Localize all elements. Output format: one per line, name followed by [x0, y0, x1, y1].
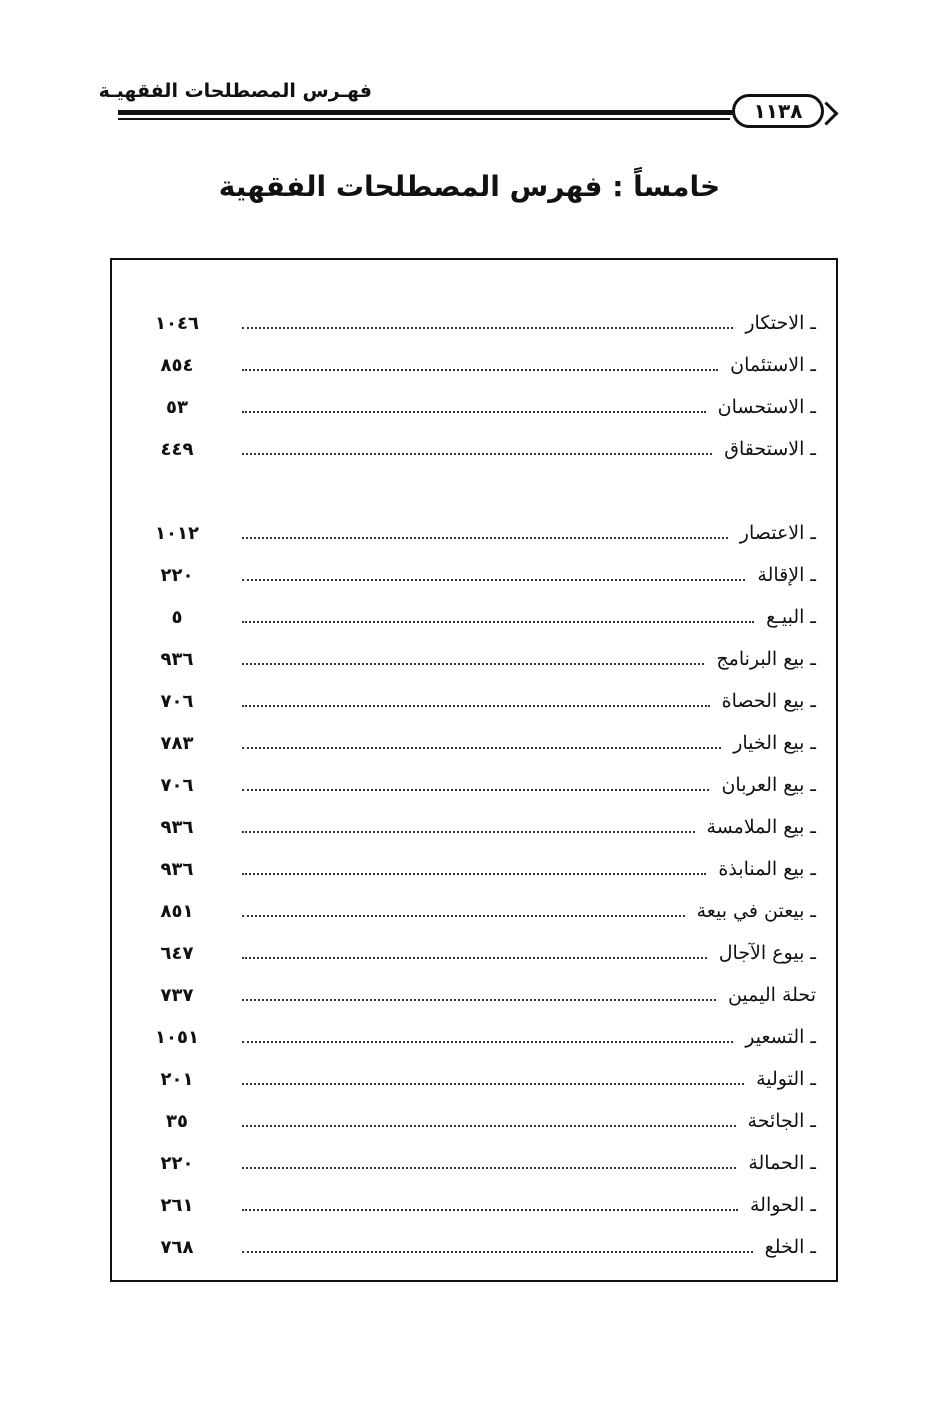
- header-rule: [118, 110, 738, 115]
- entry-term: ـ الحوالة: [749, 1194, 816, 1216]
- entry-page: ٧٠٦: [160, 691, 194, 712]
- entry-term: ـ بيوع الآجال: [718, 942, 816, 964]
- entry-page: ٩٣٦: [160, 859, 194, 880]
- index-entry: [142, 312, 816, 342]
- entry-term: ـ الجائحة: [747, 1110, 816, 1132]
- index-entry: [142, 1110, 816, 1140]
- dot-leader: [242, 830, 695, 833]
- entry-term: ـ الاستئمان: [730, 354, 816, 376]
- dot-leader: [242, 536, 728, 539]
- entry-page: ٣٥: [166, 1111, 188, 1132]
- dot-leader: [242, 1040, 733, 1043]
- entry-page: ٨٥١: [160, 901, 194, 922]
- entry-term: ـ الاستحسان: [717, 396, 816, 418]
- section-title: خامساً : فهرس المصطلحات الفقهية: [218, 170, 721, 203]
- dot-leader: [242, 1082, 744, 1085]
- entry-term: ـ بيع البرنامج: [716, 648, 816, 670]
- index-entry: [142, 1236, 816, 1266]
- entry-term: ـ التولية: [756, 1068, 816, 1090]
- index-entry: [142, 858, 816, 888]
- entry-term: ـ بيع العربان: [721, 774, 816, 796]
- entry-term: تحلة اليمين: [727, 984, 816, 1006]
- index-entry: [142, 1068, 816, 1098]
- index-entry: [142, 396, 816, 426]
- entry-term: ـ بيع الخيار: [733, 732, 816, 754]
- dot-leader: [242, 1250, 753, 1253]
- entry-term: ـ الاستحقاق: [724, 438, 816, 460]
- page-number: ١١٣٨: [732, 94, 824, 128]
- dot-leader: [242, 662, 704, 665]
- entry-term: ـ الحمالة: [748, 1152, 816, 1174]
- entry-page: ٢٠١: [160, 1069, 194, 1090]
- entry-page: ٧٣٧: [160, 985, 194, 1006]
- entry-term: ـ بيع المنابذة: [718, 858, 816, 880]
- dot-leader: [242, 998, 716, 1001]
- dot-leader: [242, 1208, 738, 1211]
- index-entry: [142, 648, 816, 678]
- entry-term: ـ البيـع: [766, 606, 816, 628]
- entry-page: ٧٦٨: [160, 1237, 194, 1258]
- entry-term: ـ التسعير: [745, 1026, 816, 1048]
- running-title: فهـرس المصطلحات الفقهيـة: [98, 80, 372, 102]
- entry-page: ٦٤٧: [160, 943, 194, 964]
- dot-leader: [242, 620, 754, 623]
- index-entry: [142, 1194, 816, 1224]
- index-box: [110, 258, 838, 1282]
- header-rule-thin: [118, 118, 730, 120]
- entry-term: ـ بيع الملامسة: [706, 816, 816, 838]
- dot-leader: [242, 704, 710, 707]
- index-entry: [142, 984, 816, 1014]
- dot-leader: [242, 578, 745, 581]
- entry-page: ٨٥٤: [160, 355, 194, 376]
- index-entry: [142, 774, 816, 804]
- index-entry: [142, 606, 816, 636]
- entry-page: ١٠١٢: [155, 523, 199, 544]
- index-entry: [142, 942, 816, 972]
- index-entry: [142, 1026, 816, 1056]
- entry-term: ـ بيع الحصاة: [721, 690, 816, 712]
- index-entry: [142, 690, 816, 720]
- dot-leader: [242, 872, 706, 875]
- entry-term: ـ الإقالة: [757, 564, 816, 586]
- entry-page: ٥: [171, 607, 183, 628]
- entry-term: ـ الاعتصار: [739, 522, 816, 544]
- index-entry: [142, 900, 816, 930]
- index-entry: [142, 732, 816, 762]
- index-entry: [142, 564, 816, 594]
- entry-page: ٧٨٣: [160, 733, 194, 754]
- entry-page: ٩٣٦: [160, 649, 194, 670]
- entry-page: ٤٤٩: [160, 439, 194, 460]
- entry-page: ١٠٥١: [155, 1027, 199, 1048]
- index-entry: [142, 1152, 816, 1182]
- index-entry: [142, 522, 816, 552]
- dot-leader: [242, 1124, 736, 1127]
- entry-page: ٥٣: [166, 397, 188, 418]
- dot-leader: [242, 914, 685, 917]
- entry-page: ١٠٤٦: [155, 313, 199, 334]
- running-header: [98, 72, 836, 132]
- entry-page: ٧٠٦: [160, 775, 194, 796]
- entry-page: ٢٢٠: [160, 565, 194, 586]
- dot-leader: [242, 410, 706, 413]
- index-entry: [142, 816, 816, 846]
- dot-leader: [242, 368, 718, 371]
- entry-term: ـ الخلع: [764, 1236, 816, 1258]
- entry-page: ٩٣٦: [160, 817, 194, 838]
- entry-term: ـ الاحتكار: [745, 312, 816, 334]
- dot-leader: [242, 326, 733, 329]
- dot-leader: [242, 1166, 736, 1169]
- dot-leader: [242, 452, 712, 455]
- index-entry: [142, 438, 816, 468]
- dot-leader: [242, 788, 709, 791]
- index-entry: [142, 354, 816, 384]
- entry-page: ٢٦١: [160, 1195, 194, 1216]
- dot-leader: [242, 956, 707, 959]
- dot-leader: [242, 746, 721, 749]
- entry-term: ـ بيعتن في بيعة: [696, 900, 816, 922]
- entry-page: ٢٢٠: [160, 1153, 194, 1174]
